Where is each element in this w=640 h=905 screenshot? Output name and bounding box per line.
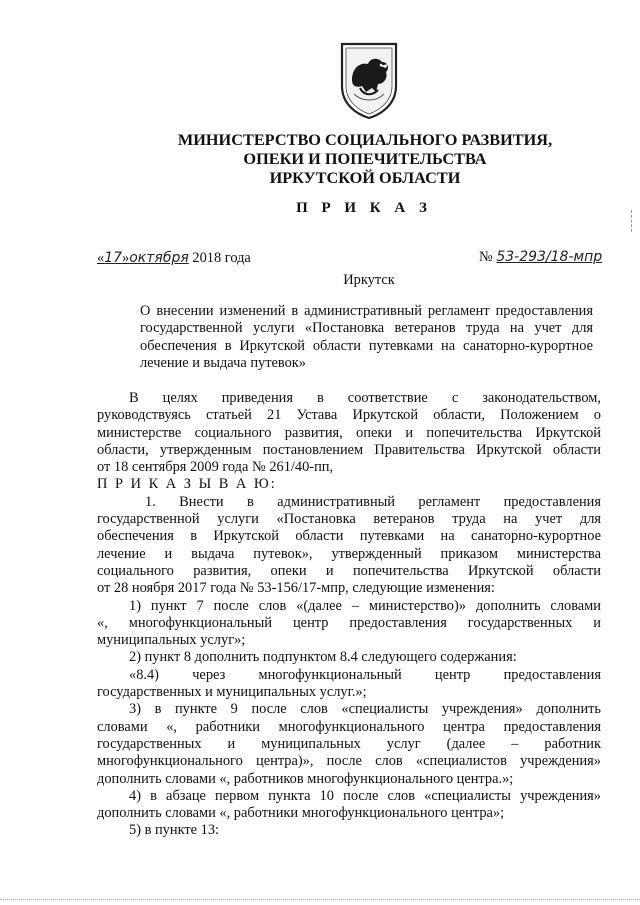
text-line: министерстве социального развития, опеки и попечительства Иркутской xyxy=(97,424,601,441)
text-line: дополнить словами «, работников многофункционального центра.»; xyxy=(97,770,514,787)
order-subject: О внесении изменений в административный регламент предоставления государственной услуги «Постановка ветеранов труда на учет для обеспечения в Иркутской области путевками на санаторно-курортное лечение и выдача путевок» xyxy=(140,303,593,372)
quote-close: » xyxy=(122,250,130,266)
text-line: государственной услуги «Постановка ветеранов труда на учет для xyxy=(97,511,601,528)
order-month: октября xyxy=(129,250,189,266)
ministry-line: ИРКУТСКОЙ ОБЛАСТИ xyxy=(269,168,461,187)
text-line: лечение и выдача путевок», утвержденный приказом министерства xyxy=(97,545,601,562)
text-line: 4) в абзаце первом пункта 10 после слов «специалисты учреждения» xyxy=(129,787,601,804)
text-line: обеспечения в Иркутской области путевками на санаторно-курортное xyxy=(97,528,601,545)
ministry-name xyxy=(0,130,640,187)
quote-open: « xyxy=(97,250,105,266)
order-date xyxy=(97,250,251,267)
text-line: социального развития, опеки и попечительства Иркутской области xyxy=(97,562,601,579)
text-line: 3) в пункте 9 после слов «специалисты учреждения» дополнить xyxy=(129,701,601,718)
order-word: П Р И К А З Ы В А Ю: xyxy=(97,476,277,493)
ministry-line: МИНИСТЕРСТВО СОЦИАЛЬНОГО РАЗВИТИЯ, xyxy=(177,130,553,149)
scan-edge-mark xyxy=(631,210,634,232)
text-line: «8.4) через многофункциональный центр предоставления xyxy=(129,666,601,683)
text-line: «, многофункциональный центр предоставления государственных и xyxy=(97,614,601,631)
text-line: муниципальных услуг»; xyxy=(97,632,246,649)
order-body xyxy=(97,390,601,840)
scan-bottom-edge xyxy=(0,899,640,901)
text-line: 5) в пункте 13: xyxy=(129,822,220,839)
coat-of-arms-icon xyxy=(336,40,402,120)
text-line: В целях приведения в соответствие с законодательством, xyxy=(129,390,601,406)
document-type: П Р И К А З xyxy=(296,200,432,216)
text-line: области, утвержденным постановлением Правительства Иркутской области xyxy=(97,441,601,458)
order-number xyxy=(479,249,602,266)
text-line: государственных и муниципальных услуг (далее – работник xyxy=(97,735,601,752)
text-line: 1. Внести в административный регламент предоставления xyxy=(145,493,601,510)
number-value: 53-293/18-мпр xyxy=(496,249,603,265)
text-line: от 18 сентября 2009 года № 261/40-пп, xyxy=(97,459,334,476)
ministry-line: ОПЕКИ И ПОПЕЧИТЕЛЬСТВА xyxy=(243,149,487,168)
order-year: 2018 года xyxy=(192,250,251,266)
city: Иркутск xyxy=(343,272,395,288)
text-line: государственных и муниципальных услуг.»; xyxy=(97,684,367,701)
text-line: 1) пункт 7 после слов «(далее – министерство)» дополнить словами xyxy=(129,597,601,614)
text-line: словами «, работники многофункционального центра предоставления xyxy=(97,718,601,735)
text-line: от 28 ноября 2017 года № 53-156/17-мпр, следующие изменения: xyxy=(97,580,495,597)
text-line: 2) пункт 8 дополнить подпунктом 8.4 следующего содержания: xyxy=(129,649,517,666)
text-line: дополнить словами «, работники многофункционального центра»; xyxy=(97,805,505,822)
number-sign: № xyxy=(479,249,493,265)
text-line: руководствуясь статьей 21 Устава Иркутской области, Положением о xyxy=(97,407,601,424)
text-line: многофункционального центра)», после слов «специалистов учреждения» xyxy=(97,753,601,770)
order-day: 17 xyxy=(104,250,123,266)
